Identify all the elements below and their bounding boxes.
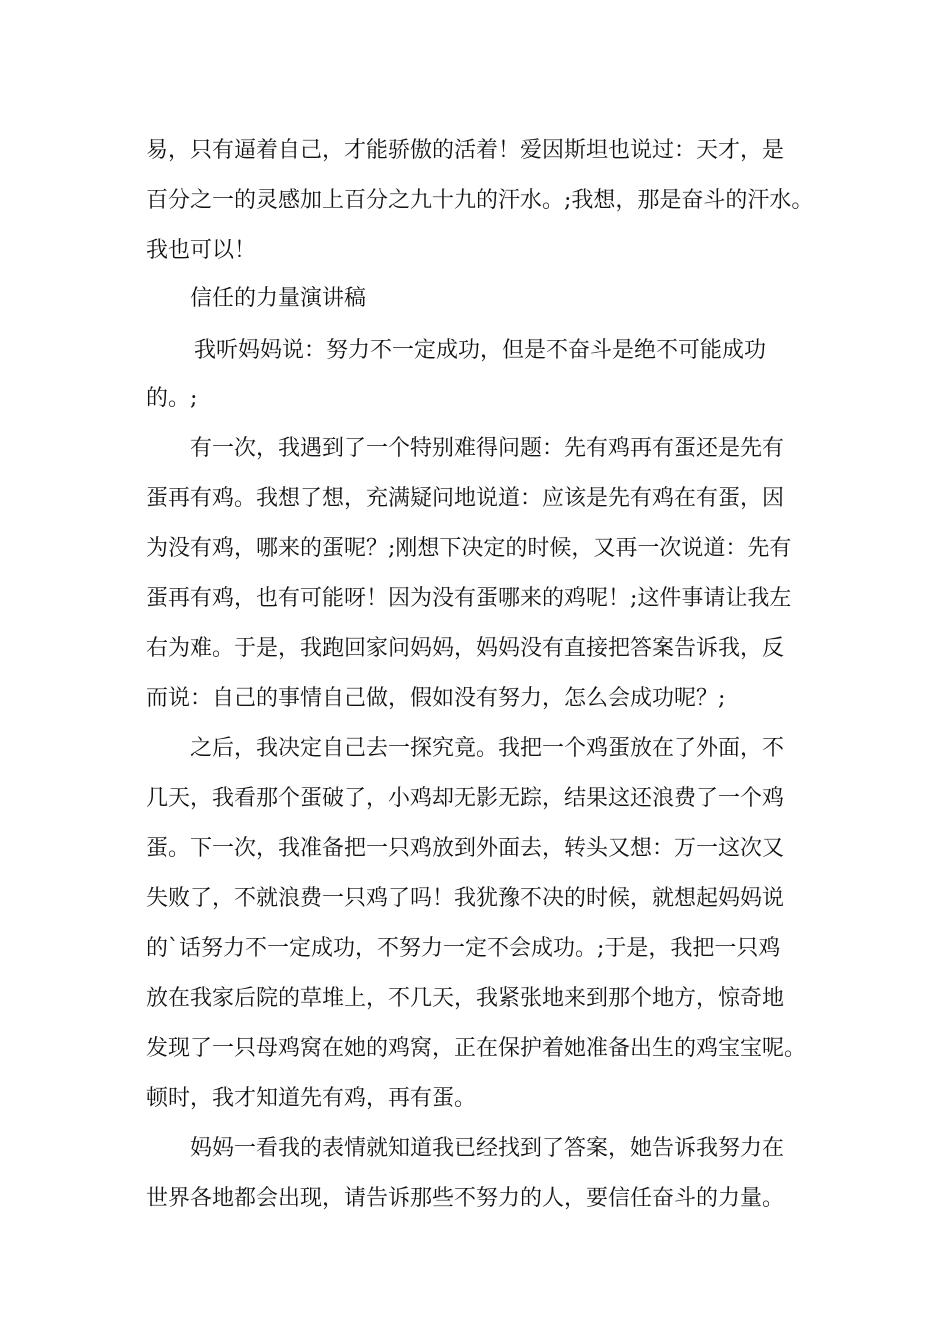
text-line: 蛋。下一次，我准备把一只鸡放到外面去，转头又想：万一这次又 — [146, 836, 785, 861]
text-line: 的`话努力不一定成功，不努力一定不会成功。;于是，我把一只鸡 — [146, 936, 781, 961]
text-line: 妈妈一看我的表情就知道我已经找到了答案，她告诉我努力在 — [190, 1136, 785, 1161]
text-line: 蛋再有鸡，也有可能呀！因为没有蛋哪来的鸡呢！;这件事请让我左 — [146, 586, 792, 611]
text-line: 为没有鸡，哪来的蛋呢？;刚想下决定的时候，又再一次说道：先有 — [146, 536, 792, 561]
text-line: 百分之一的灵感加上百分之九十九的汗水。;我想，那是奋斗的汗水。 — [146, 188, 814, 213]
text-line: 我也可以！ — [146, 238, 257, 263]
text-line: 易，只有逼着自己，才能骄傲的活着！爱因斯坦也说过：天才，是 — [146, 138, 785, 163]
text-line: 右为难。于是，我跑回家问妈妈，妈妈没有直接把答案告诉我，反 — [146, 636, 785, 661]
text-line: 放在我家后院的草堆上，不几天，我紧张地来到那个地方，惊奇地 — [146, 986, 785, 1011]
text-line: 之后，我决定自己去一探究竟。我把一个鸡蛋放在了外面，不 — [190, 736, 785, 761]
text-line: 失败了，不就浪费一只鸡了吗！我犹豫不决的时候，就想起妈妈说 — [146, 886, 785, 911]
text-line: 有一次，我遇到了一个特别难得问题：先有鸡再有蛋还是先有 — [190, 436, 785, 461]
text-line: 顿时，我才知道先有鸡，再有蛋。 — [146, 1086, 477, 1111]
text-line: 的。; — [146, 386, 198, 411]
text-line: 世界各地都会出现，请告诉那些不努力的人，要信任奋斗的力量。 — [146, 1186, 785, 1211]
text-line: 发现了一只母鸡窝在她的鸡窝，正在保护着她准备出生的鸡宝宝呢。 — [146, 1036, 807, 1061]
text-line: 而说：自己的事情自己做，假如没有努力，怎么会成功呢？; — [146, 686, 726, 711]
text-line: 蛋再有鸡。我想了想，充满疑问地说道：应该是先有鸡在有蛋，因 — [146, 486, 785, 511]
section-title: 信任的力量演讲稿 — [190, 286, 367, 311]
text-line: 我听妈妈说：努力不一定成功，但是不奋斗是绝不可能成功 — [194, 338, 767, 363]
text-line: 几天，我看那个蛋破了，小鸡却无影无踪，结果这还浪费了一个鸡 — [146, 786, 785, 811]
